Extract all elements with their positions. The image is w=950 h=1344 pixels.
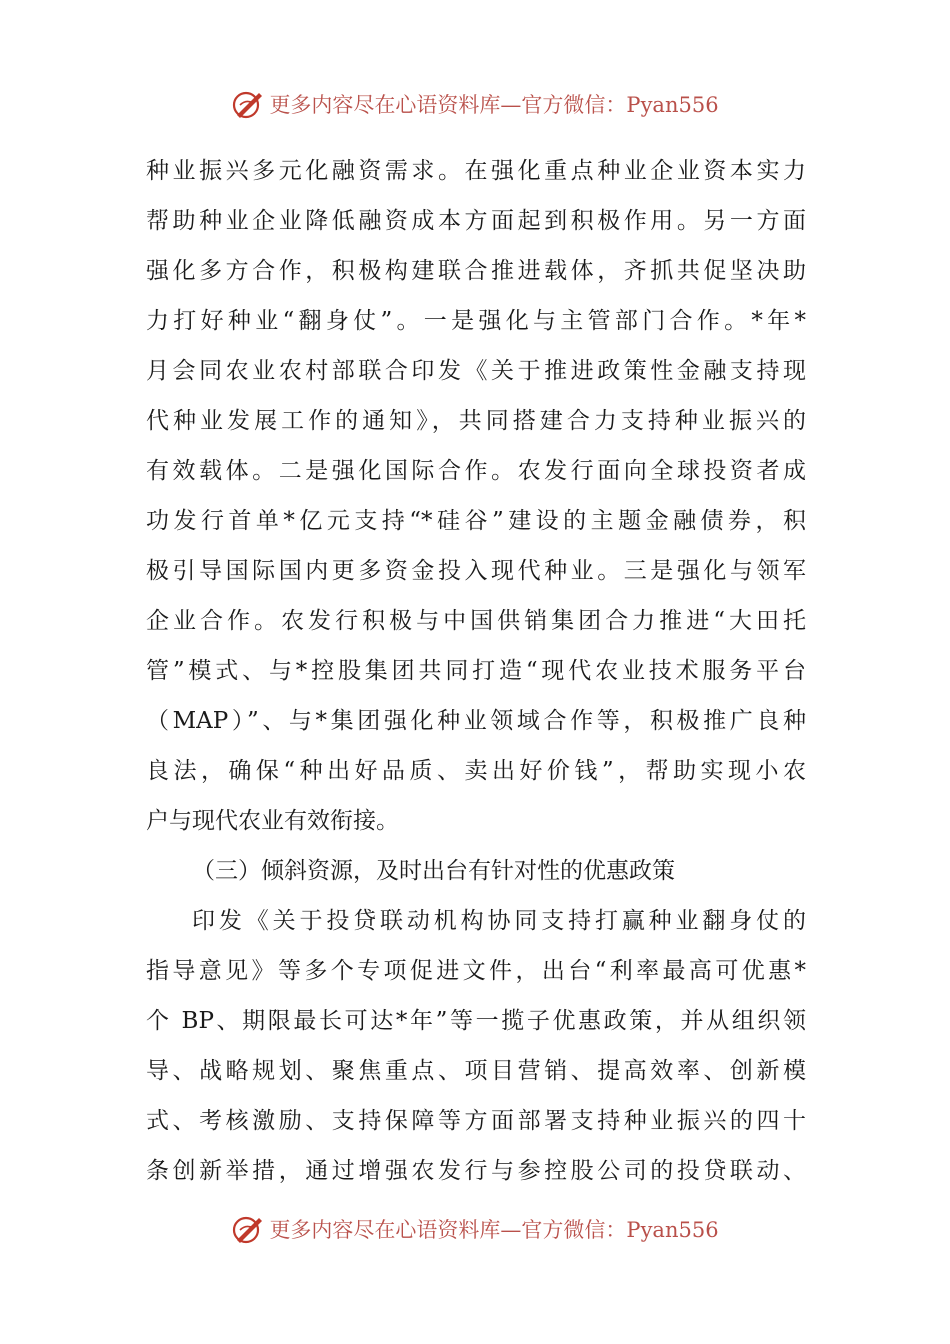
body-line: 印发《关于投贷联动机构协同支持打赢种业翻身仗的 [192,908,806,934]
body-line: 企业合作。农发行积极与中国供销集团合力推进“大田托 [146,608,806,634]
header-banner-text: 更多内容尽在心语资料库—官方微信：Pyan556 [269,93,719,117]
body-line: 导、战略规划、聚焦重点、项目营销、提高效率、创新模 [146,1058,806,1084]
body-line: 条创新举措，通过增强农发行与参控股公司的投贷联动、 [146,1158,806,1184]
body-line: 种业振兴多元化融资需求。在强化重点种业企业资本实力 [146,158,806,184]
body-line: （MAP）”、与*集团强化种业领域合作等，积极推广良种 [146,708,806,734]
body-line: 管”模式、与*控股集团共同打造“现代农业技术服务平台 [146,658,806,684]
footer-banner-text: 更多内容尽在心语资料库—官方微信：Pyan556 [269,1218,719,1242]
section-heading: （三）倾斜资源，及时出台有针对性的优惠政策 [192,858,675,884]
body-line: 强化多方合作，积极构建联合推进载体，齐抓共促坚决助 [146,258,806,284]
body-line: 良法，确保“种出好品质、卖出好价钱”，帮助实现小农 [146,758,806,784]
document-body [146,146,806,1196]
pen-logo-icon [231,1212,265,1246]
footer-banner [0,1209,950,1249]
body-line: 指导意见》等多个专项促进文件，出台“利率最高可优惠* [146,958,806,984]
body-line: 功发行首单*亿元支持“*硅谷”建设的主题金融债券，积 [146,508,806,534]
pen-logo-icon [231,87,265,121]
body-line: 力打好种业“翻身仗”。一是强化与主管部门合作。*年* [146,308,806,334]
body-line: 式、考核激励、支持保障等方面部署支持种业振兴的四十 [146,1108,806,1134]
body-line: 户与现代农业有效衔接。 [146,808,399,834]
body-line: 帮助种业企业降低融资成本方面起到积极作用。另一方面 [146,208,806,234]
body-line: 个 BP、期限最长可达*年”等一揽子优惠政策，并从组织领 [146,1008,806,1034]
body-line: 极引导国际国内更多资金投入现代种业。三是强化与领军 [146,558,806,584]
body-line: 有效载体。二是强化国际合作。农发行面向全球投资者成 [146,458,806,484]
header-banner [0,84,950,124]
body-line: 月会同农业农村部联合印发《关于推进政策性金融支持现 [146,358,806,384]
body-line: 代种业发展工作的通知》，共同搭建合力支持种业振兴的 [146,408,806,434]
